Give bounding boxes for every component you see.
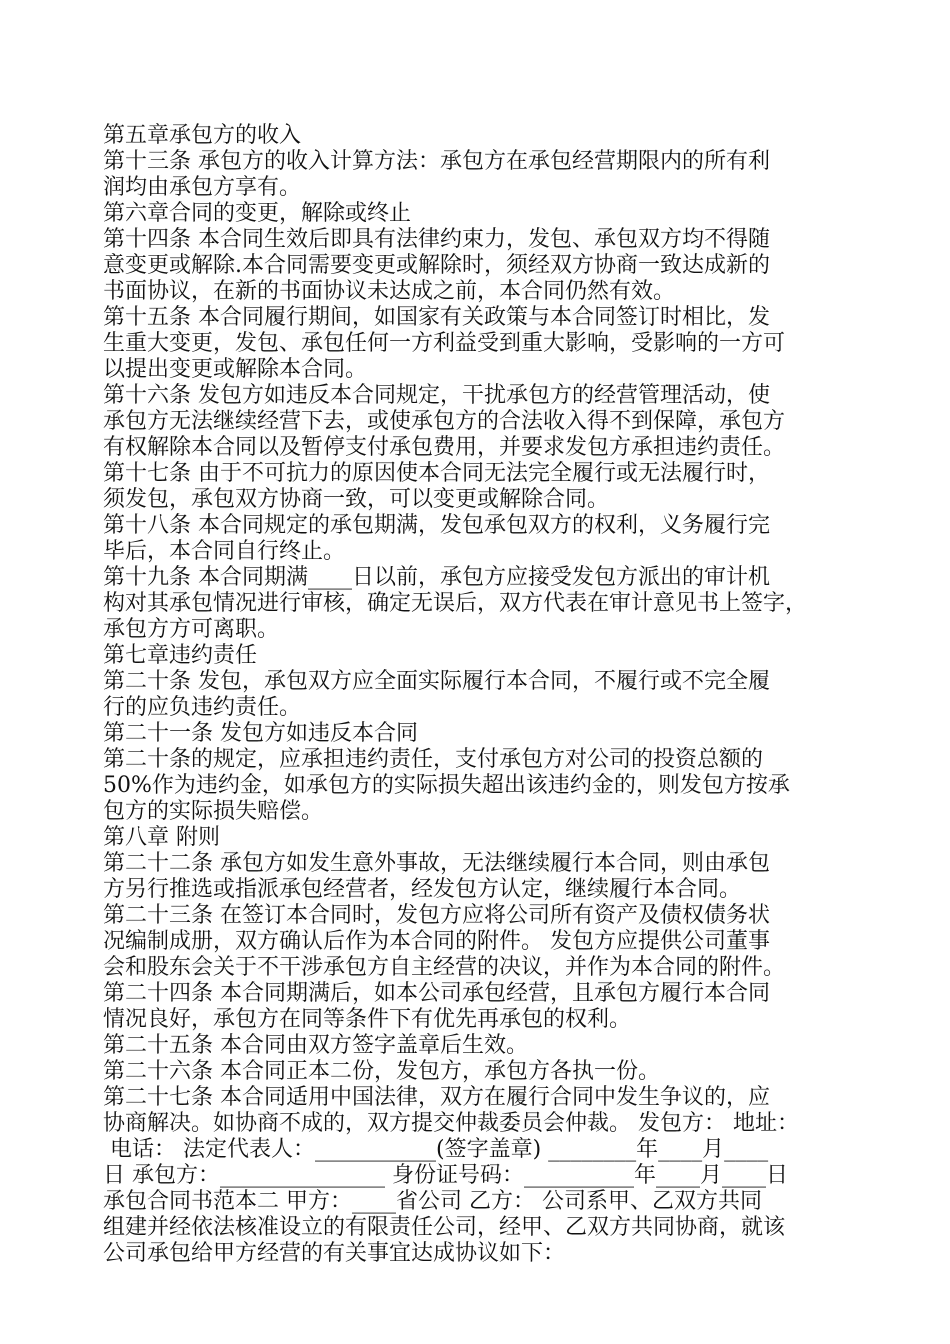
template-2-line-1: 承包合同书范本二 甲方：____省公司 乙方： 公司系甲、乙双方共同 [103, 1189, 762, 1214]
article-14-line-3: 书面协议，在新的书面协议未达成之前，本合同仍然有效。 [103, 279, 676, 304]
article-15-line-1: 第十五条 本合同履行期间，如国家有关政策与本合同签订时相比，发 [103, 305, 770, 330]
article-20-line-2: 行的应负违约责任。 [103, 695, 302, 720]
article-23-line-2: 况编制成册，双方确认后作为本合同的附件。 发包方应提供公司董事 [103, 929, 770, 954]
article-19-line-2: 构对其承包情况进行审核，确定无误后，双方代表在审计意见书上签字， [103, 591, 808, 616]
article-23-line-1: 第二十三条 在签订本合同时，发包方应将公司所有资产及债权债务状 [103, 903, 770, 928]
article-21-line-4: 包方的实际损失赔偿。 [103, 799, 324, 824]
article-19-line-1: 第十九条 本合同期满____日以前，承包方应接受发包方派出的审计机 [103, 565, 770, 590]
chapter-5-heading: 第五章承包方的收入 [103, 123, 302, 148]
article-18-line-1: 第十八条 本合同规定的承包期满，发包承包双方的权利，义务履行完 [103, 513, 770, 538]
article-16-line-3: 有权解除本合同以及暂停支付承包费用，并要求发包方承担违约责任。 [103, 435, 786, 460]
article-19-line-3: 承包方方可离职。 [103, 617, 280, 642]
article-14-line-1: 第十四条 本合同生效后即具有法律约束力，发包、承包双方均不得随 [103, 227, 770, 252]
article-27-line-1: 第二十七条 本合同适用中国法律，双方在履行合同中发生争议的，应 [103, 1085, 770, 1110]
article-22-line-2: 方另行推选或指派承包经营者，经发包方认定，继续履行本合同。 [103, 877, 742, 902]
article-21-line-2: 第二十条的规定，应承担违约责任，支付承包方对公司的投资总额的 [103, 747, 764, 772]
chapter-6-heading: 第六章合同的变更，解除或终止 [103, 201, 412, 226]
article-21-line-1: 第二十一条 发包方如违反本合同 [103, 721, 418, 746]
article-27-line-2: 协商解决。如协商不成的，双方提交仲裁委员会仲裁。 发包方： 地址： [103, 1111, 799, 1136]
article-24-line-2: 情况良好，承包方在同等条件下有优先再承包的权利。 [103, 1007, 632, 1032]
article-23-line-3: 会和股东会关于不干涉承包方自主经营的决议，并作为本合同的附件。 [103, 955, 786, 980]
template-2-line-2: 组建并经依法核准设立的有限责任公司，经甲、乙双方共同协商，就该 [103, 1215, 786, 1240]
article-18-line-2: 毕后，本合同自行终止。 [103, 539, 346, 564]
article-20-line-1: 第二十条 发包，承包双方应全面实际履行本合同，不履行或不完全履 [103, 669, 770, 694]
article-17-line-1: 第十七条 由于不可抗力的原因使本合同无法完全履行或无法履行时， [103, 461, 770, 486]
article-16-line-2: 承包方无法继续经营下去，或使承包方的合法收入得不到保障，承包方 [103, 409, 786, 434]
article-17-line-2: 须发包，承包双方协商一致，可以变更或解除合同。 [103, 487, 610, 512]
article-22-line-1: 第二十二条 承包方如发生意外事故，无法继续履行本合同，则由承包 [103, 851, 770, 876]
article-21-line-3: 50%作为违约金，如承包方的实际损失超出该违约金的，则发包方按承 [103, 773, 790, 798]
template-2-line-3: 公司承包给甲方经营的有关事宜达成协议如下： [103, 1241, 566, 1266]
article-24-line-1: 第二十四条 本合同期满后，如本公司承包经营，且承包方履行本合同 [103, 981, 770, 1006]
signature-line-1: 电话： 法定代表人：___________(签字盖章) ________年____月____ [103, 1137, 769, 1162]
article-15-line-2: 生重大变更，发包、承包任何一方利益受到重大影响，受影响的一方可 [103, 331, 786, 356]
document-body [103, 123, 853, 1267]
chapter-7-heading: 第七章违约责任 [103, 643, 258, 668]
article-25-line: 第二十五条 本合同由双方签字盖章后生效。 [103, 1033, 528, 1058]
signature-line-2: 日 承包方：_______________ 身份证号码：__________年____月____日 [103, 1163, 788, 1188]
article-26-line: 第二十六条 本合同正本二份，发包方，承包方各执一份。 [103, 1059, 660, 1084]
chapter-8-heading: 第八章 附则 [103, 825, 220, 850]
article-13-line-1: 第十三条 承包方的收入计算方法：承包方在承包经营期限内的所有利 [103, 149, 770, 174]
article-15-line-3: 以提出变更或解除本合同。 [103, 357, 368, 382]
article-16-line-1: 第十六条 发包方如违反本合同规定，干扰承包方的经营管理活动，使 [103, 383, 770, 408]
article-14-line-2: 意变更或解除.本合同需要变更或解除时，须经双方协商一致达成新的 [103, 253, 770, 278]
article-13-line-2: 润均由承包方享有。 [103, 175, 302, 200]
